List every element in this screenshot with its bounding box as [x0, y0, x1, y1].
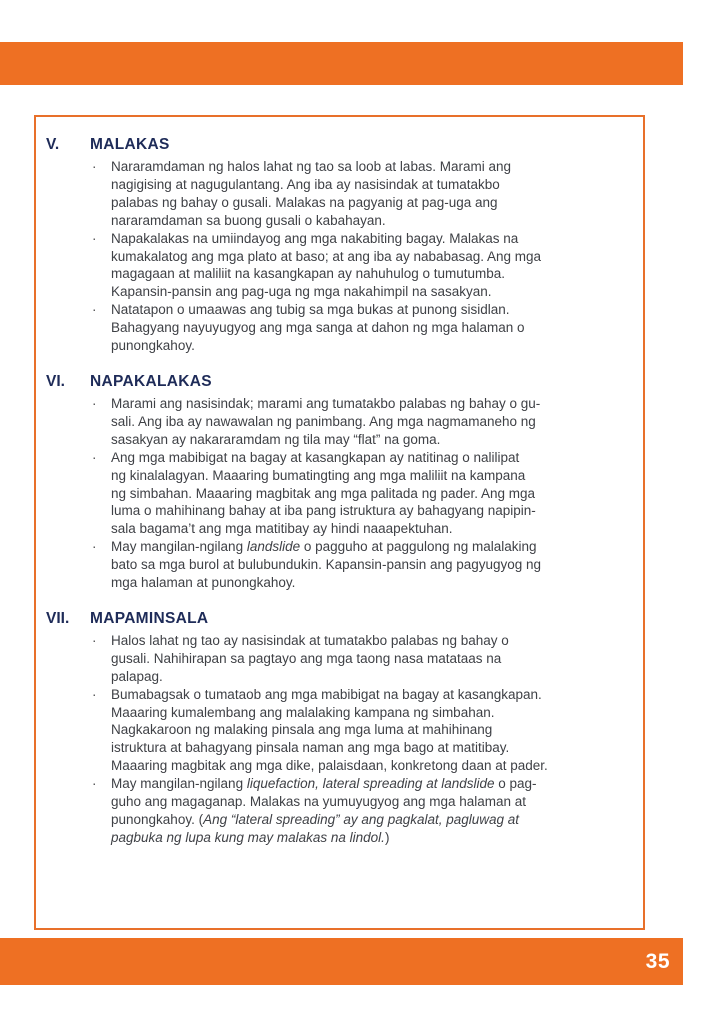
bullet-dot-icon: ·: [92, 539, 97, 555]
bullet-dot-icon: ·: [92, 159, 97, 174]
section-title: NAPAKALAKAS: [90, 372, 212, 390]
section-title: MAPAMINSALA: [90, 609, 209, 627]
bullet-dot-icon: ·: [92, 449, 97, 465]
bullet-text: May mangilan-ngilang liquefaction, lateral spreading at landslide o pag- guho ang magaganap. Malakas na yumuyugyog ang mga halaman at punongkahoy. (Ang “lateral spreading” ay ang pagkalat, pagluwag at pagbuka ng lupa kung may malakas na lindol.): [111, 776, 537, 845]
bullet-text: Marami ang nasisindak; marami ang tumatakbo palabas ng bahay o gu- sali. Ang iba ay nawawalan ng panimbang. Ang mga nagmamaneho ng sasakyan ay nakararamdam ng tila may “flat” na goma.: [111, 395, 541, 447]
section-body: [90, 372, 623, 592]
bullet-dot-icon: ·: [92, 776, 97, 792]
bottom-orange-bar: [0, 938, 683, 985]
bullet-item: [90, 158, 623, 230]
bullet-item: [90, 775, 623, 847]
section-numeral: V.: [46, 136, 60, 153]
page-number: 35: [645, 949, 670, 973]
bullet-item: [90, 449, 623, 539]
bullet-text: Halos lahat ng tao ay nasisindak at tumatakbo palabas ng bahay o gusali. Nahihirapan sa pagtayo ang mga taong nasa matataas na palapag.: [111, 632, 509, 684]
content-box: [34, 115, 645, 930]
section-numeral: VI.: [46, 372, 65, 390]
section-napakalakas: [46, 372, 623, 592]
top-orange-bar: [0, 42, 683, 85]
bullet-dot-icon: ·: [92, 686, 97, 702]
section-body: [90, 609, 623, 847]
bullet-text: May mangilan-ngilang landslide o pagguho at paggulong ng malalaking bato sa mga burol at bulubundukin. Kapansin-pansin ang pagyugyog ng mga halaman at punongkahoy.: [111, 539, 542, 591]
bullet-text: Nararamdaman ng halos lahat ng tao sa loob at labas. Marami ang nagigising at nagugulantang. Ang iba ay nasisindak at tumatakbo palabas ng bahay o gusali. Malakas na pagyanig at pag-uga ang nararamdaman sa buong gusali o kabahayan.: [111, 159, 511, 228]
section-mapaminsala: [46, 609, 623, 847]
bullet-text: Ang mga mabibigat na bagay at kasangkapan ay natitinag o nalilipat ng kinalalagyan. Maaaring bumatingting ang mga maliliit na kampana ng simbahan. Maaaring magbitak ang mga palitada ng pader. Ang mga luma o mahihinang bahay at iba pang istruktura ay bahagyang napipin- sala bagama’t ang mga matitibay ay hindi naaapektuhan.: [111, 449, 536, 537]
bullet-text: Napakalakas na umiindayog ang mga nakabiting bagay. Malakas na kumakalatog ang mga plato at baso; at ang iba ay nababasag. Ang mga magagaan at maliliit na kasangkapan ay nahuhulog o tumutumba. Kapansin-pansin ang pag-uga ng mga nakahimpil na sasakyan.: [111, 230, 542, 300]
bullet-item: [90, 395, 623, 449]
bullet-dot-icon: ·: [92, 395, 97, 411]
bullet-text: Natatapon o umaawas ang tubig sa mga bukas at punong sisidlan. Bahagyang nayuyugyog ang mga sanga at dahon ng mga halaman o punongkahoy.: [111, 302, 525, 354]
bullet-item: [90, 538, 623, 592]
bullet-text: Bumabagsak o tumataob ang mga mabibigat na bagay at kasangkapan. Maaaring kumalembang ang malalaking kampana ng simbahan. Nagkakaroon ng malaking pinsala ang mga luma at mahihinang istruktura at bahagyang pinsala naman ang mga bago at matitibay. Maaaring magbitak ang mga dike, palaisdaan, konkretong daan at pader.: [111, 686, 548, 774]
bullet-item: [90, 686, 623, 776]
section-title: MALAKAS: [90, 136, 170, 153]
bullet-item: [90, 230, 623, 302]
section-numeral: VII.: [46, 609, 70, 627]
bullet-dot-icon: ·: [92, 230, 97, 246]
section-malakas: [46, 135, 623, 355]
section-body: [90, 135, 623, 355]
bullet-dot-icon: ·: [92, 302, 97, 318]
bullet-item: [90, 632, 623, 686]
bullet-dot-icon: ·: [92, 632, 97, 648]
bullet-item: [90, 301, 623, 355]
